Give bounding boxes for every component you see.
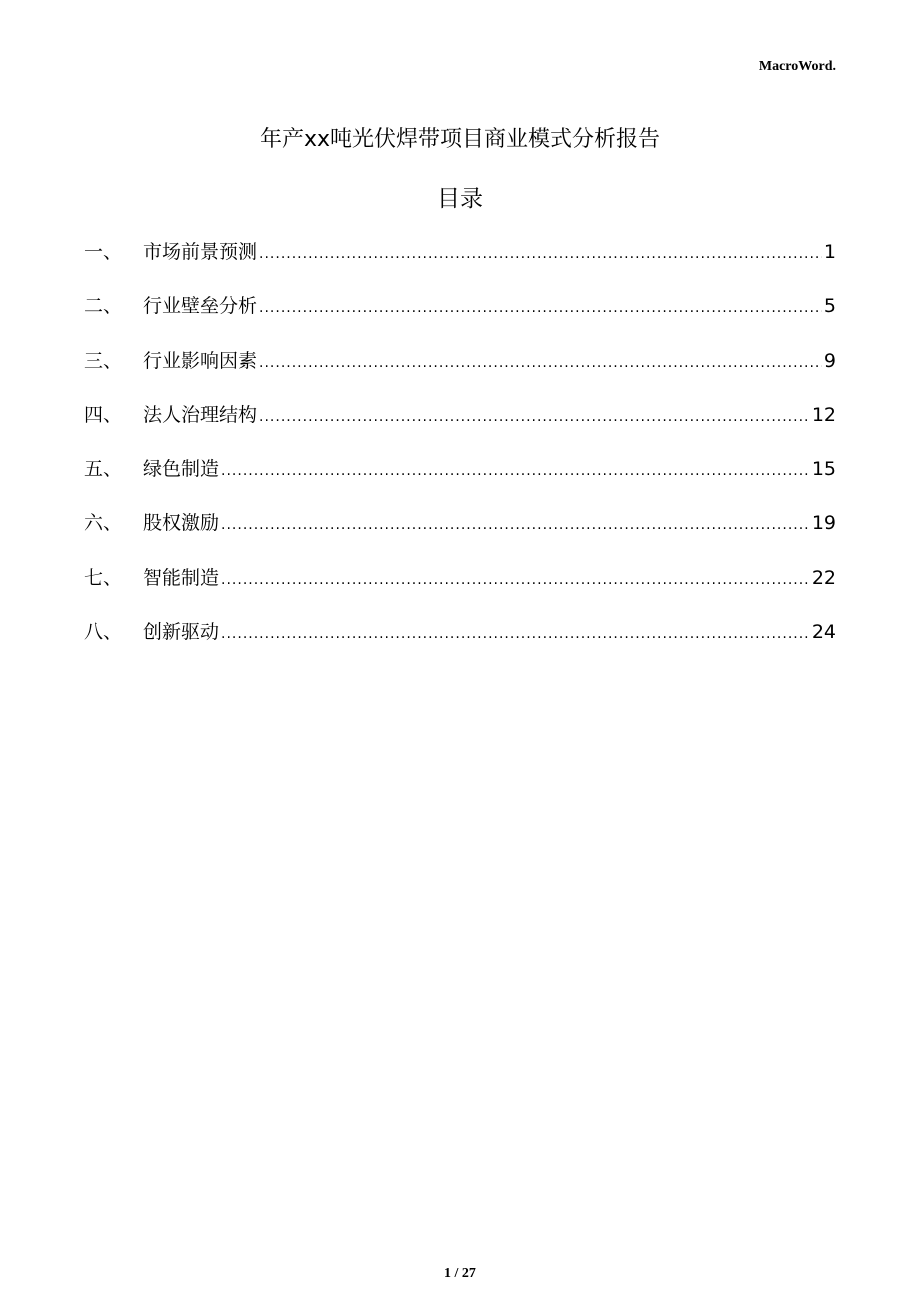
toc-label: 创新驱动 xyxy=(143,621,220,644)
toc-number: 三、 xyxy=(84,349,123,372)
toc-leader xyxy=(259,300,822,316)
toc-leader xyxy=(221,517,810,533)
toc-label: 绿色制造 xyxy=(143,458,220,481)
toc-leader xyxy=(259,409,810,425)
toc-number: 七、 xyxy=(84,566,123,589)
toc-page: 9 xyxy=(823,349,836,372)
toc-entry[interactable] xyxy=(84,291,836,345)
toc-number: 五、 xyxy=(84,458,123,481)
toc-label: 市场前景预测 xyxy=(143,241,258,263)
toc-leader xyxy=(259,246,822,262)
toc-entry[interactable] xyxy=(84,617,836,671)
toc-entry[interactable] xyxy=(84,508,836,562)
toc-number: 二、 xyxy=(84,295,123,318)
toc-label: 行业影响因素 xyxy=(143,349,258,372)
toc-entry[interactable] xyxy=(84,563,836,617)
toc-page: 1 xyxy=(823,241,836,263)
toc-entry[interactable] xyxy=(84,454,836,508)
toc-page: 22 xyxy=(811,566,836,589)
toc-leader xyxy=(221,572,810,588)
page-indicator: 1 / 27 xyxy=(444,1266,476,1281)
toc-number: 四、 xyxy=(84,403,123,426)
toc-entry[interactable] xyxy=(84,237,836,291)
toc-number: 六、 xyxy=(84,512,123,535)
toc-label: 法人治理结构 xyxy=(143,403,258,426)
toc-number: 八、 xyxy=(84,621,123,644)
toc-entry[interactable] xyxy=(84,400,836,454)
toc-number: 一、 xyxy=(84,241,123,263)
toc-leader xyxy=(221,463,810,479)
toc-label: 股权激励 xyxy=(143,512,220,535)
toc-heading: 目录 xyxy=(437,186,483,212)
header-brand: MacroWord. xyxy=(758,59,836,74)
toc-page: 19 xyxy=(811,512,836,535)
toc-leader xyxy=(221,626,810,642)
document-title: 年产xx吨光伏焊带项目商业模式分析报告 xyxy=(259,127,661,152)
toc-page: 15 xyxy=(811,458,836,481)
table-of-contents xyxy=(84,237,836,671)
toc-entry[interactable] xyxy=(84,346,836,400)
toc-page: 24 xyxy=(811,621,836,644)
toc-page: 5 xyxy=(823,295,836,318)
toc-label: 智能制造 xyxy=(143,566,220,589)
toc-leader xyxy=(259,355,822,371)
toc-label: 行业壁垒分析 xyxy=(143,295,258,318)
toc-page: 12 xyxy=(811,403,836,426)
